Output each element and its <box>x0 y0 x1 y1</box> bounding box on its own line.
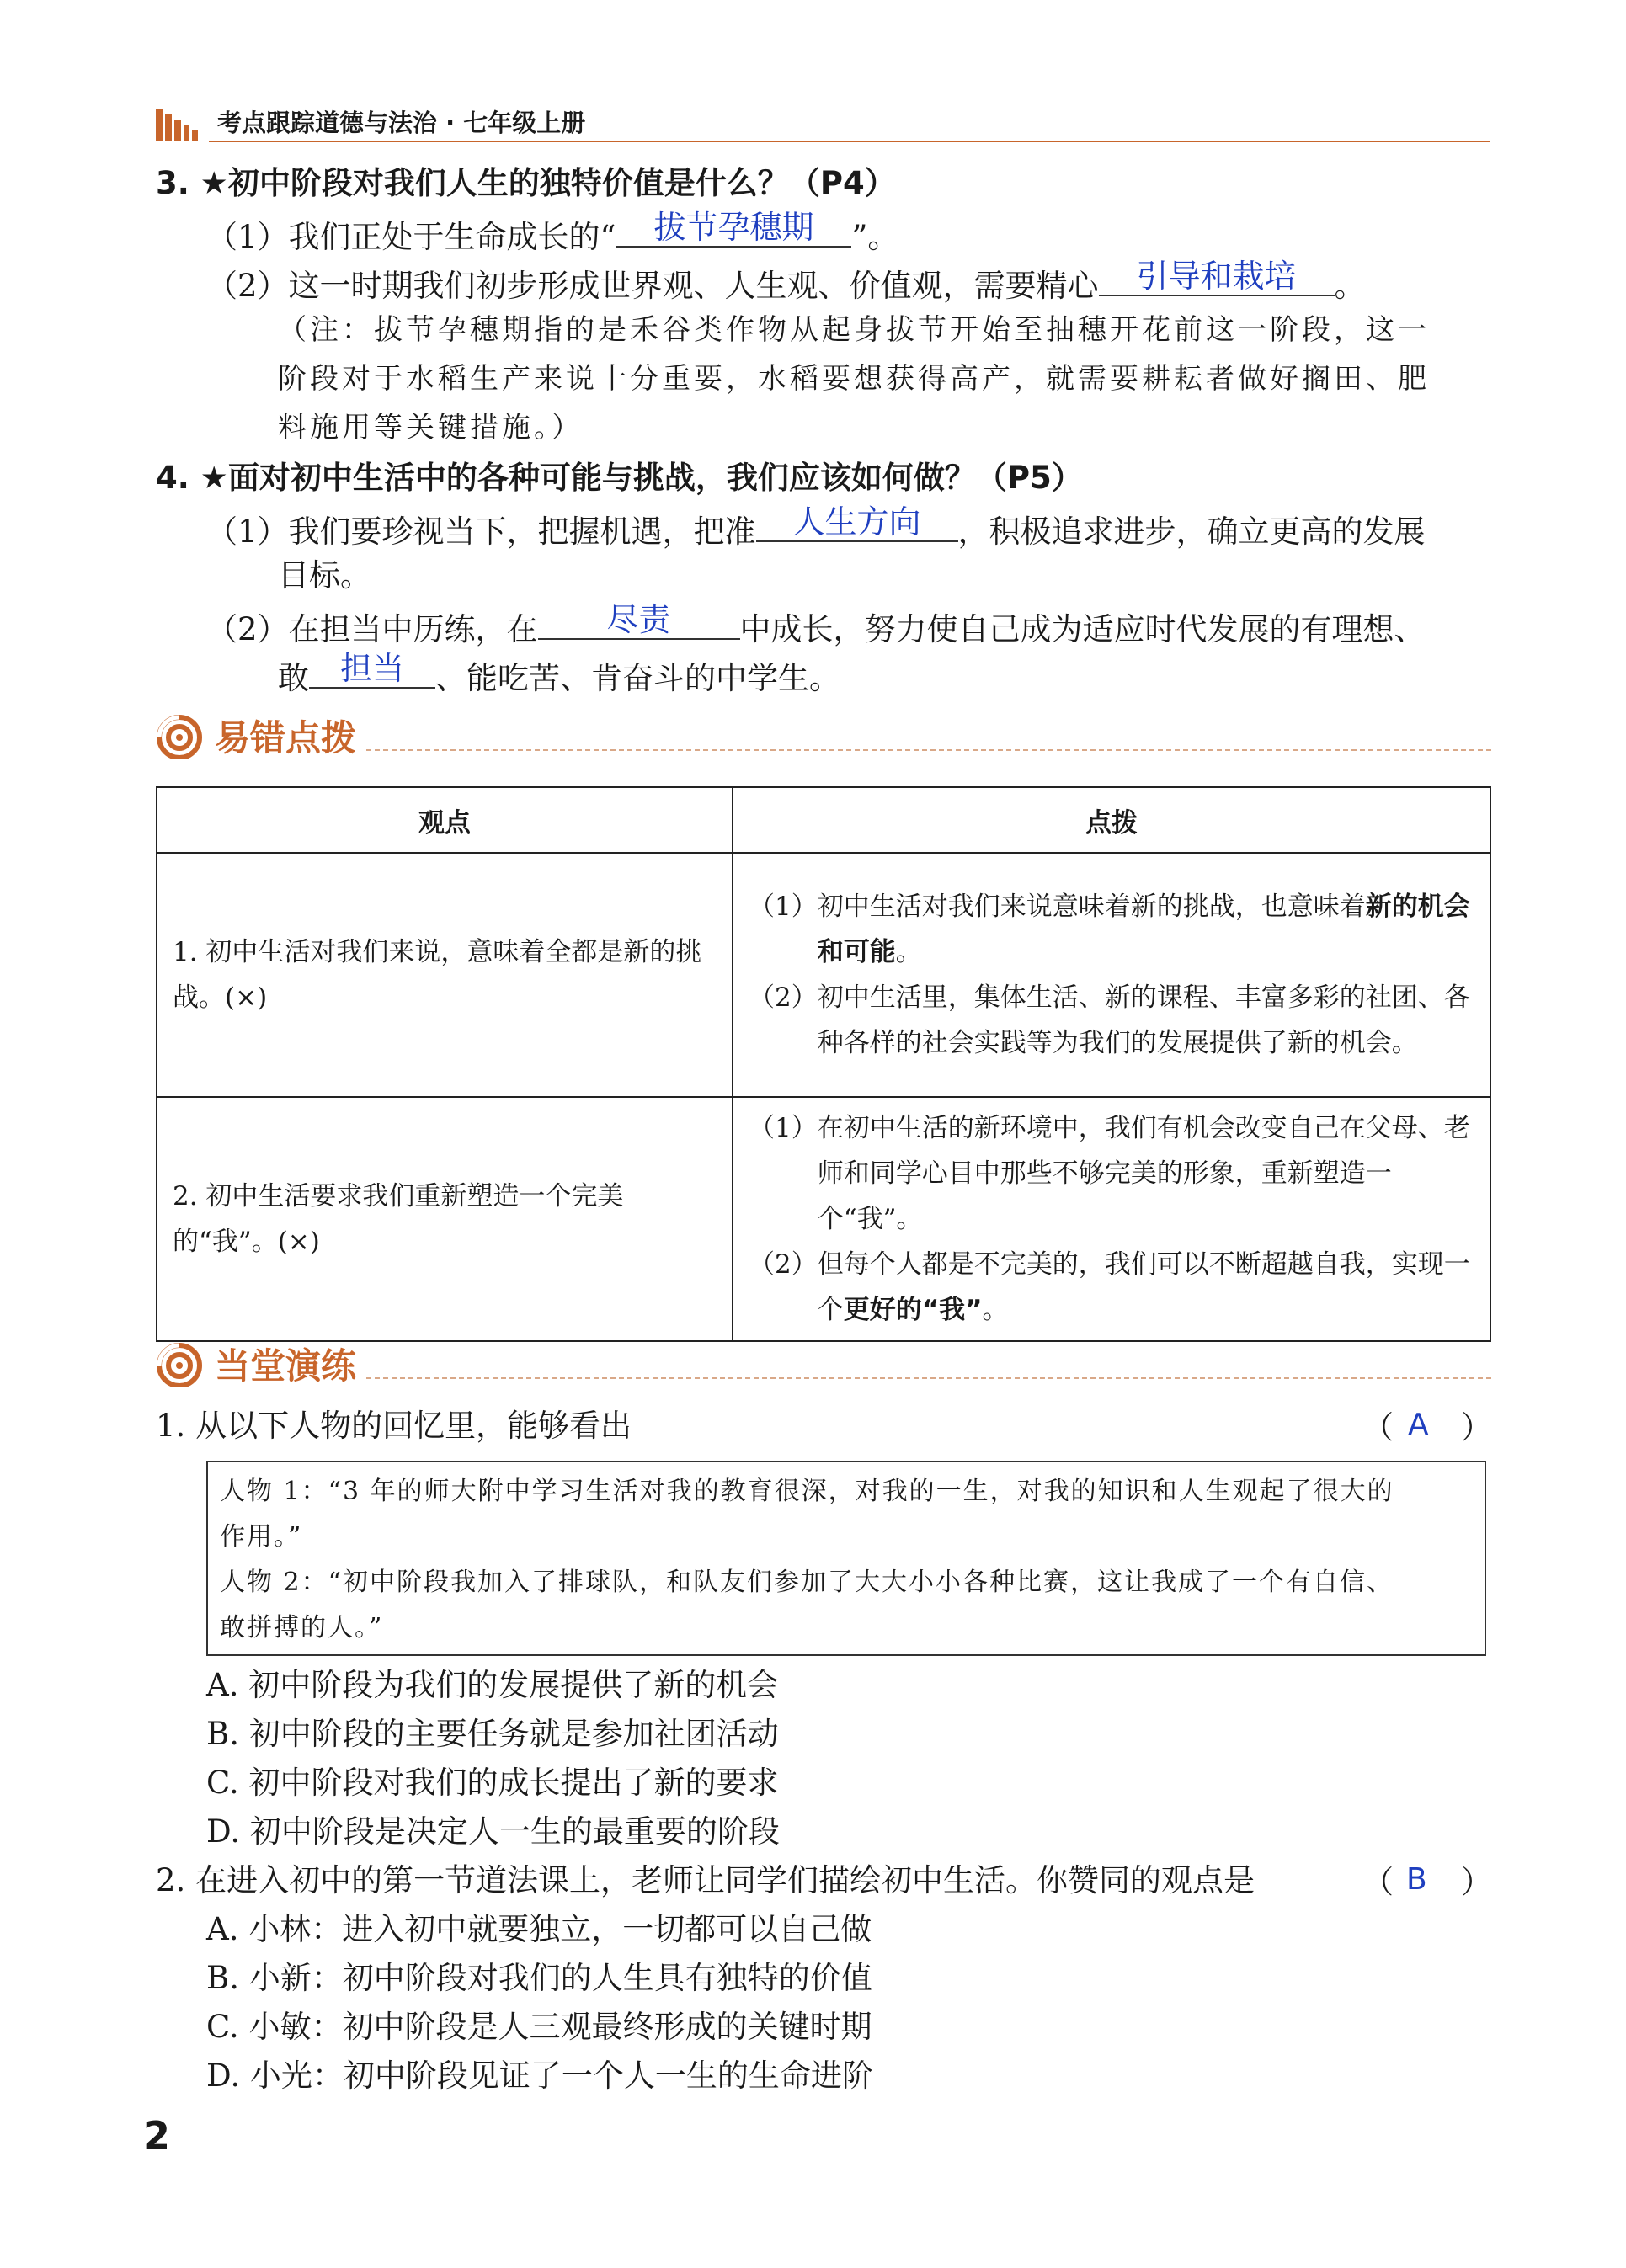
tips-row2-tips <box>733 1097 1490 1341</box>
ex2-option-c: C. 小敏：初中阶段是人三观最终形成的关键时期 <box>206 2009 872 2045</box>
book-bars-icon <box>156 108 200 141</box>
q3-sub2-pre: （2）这一时期我们初步形成世界观、人生观、价值观，需要精心 <box>206 268 1099 304</box>
q3-sub1 <box>206 209 898 261</box>
q4-sub2-post: 中成长，努力使自己成为适应时代发展的有理想、 <box>739 611 1426 647</box>
q3-note-line1: （注：拔节孕穗期指的是禾谷类作物从起身拔节开始至抽穗开花前这一阶段，这一 <box>278 313 1430 347</box>
q4-sub2-cont-pre: 敢 <box>278 660 309 696</box>
q4-title: 4. ★面对初中生活中的各种可能与挑战，我们应该如何做？（P5） <box>156 460 1083 496</box>
ex2-option-a: A. 小林：进入初中就要独立，一切都可以自己做 <box>206 1911 872 1947</box>
q3-sub2-post: 。 <box>1334 268 1366 304</box>
q3-sub2-answer: 引导和栽培 <box>1136 258 1297 295</box>
table-row <box>157 1097 1490 1341</box>
tips-row1-tips <box>733 853 1490 1097</box>
q3-sub1-post: ”。 <box>851 219 899 255</box>
tips-row2-tip2 <box>749 1242 1474 1333</box>
tip-text-tail: 。 <box>982 1295 1009 1325</box>
ex1-option-b: B. 初中阶段的主要任务就是参加社团活动 <box>206 1716 779 1752</box>
q3-note-line3: 料施用等关键措施。） <box>278 411 584 445</box>
ex2-option-d: D. 小光：初中阶段见证了一个人一生的生命进阶 <box>206 2058 873 2094</box>
q4-sub1-post: ，积极追求进步，确立更高的发展 <box>957 514 1426 550</box>
q3-sub1-pre: （1）我们正处于生命成长的“ <box>206 219 616 255</box>
page-number: 2 <box>143 2113 171 2159</box>
q3-sub2-blank <box>1099 258 1335 296</box>
tip-text <box>818 884 1474 975</box>
tips-row2-tip1 <box>749 1105 1474 1242</box>
q3-title: 3. ★初中阶段对我们人生的独特价值是什么？（P4） <box>156 165 896 201</box>
q4-sub1 <box>206 503 1426 556</box>
tip-number: （2） <box>749 982 818 1013</box>
q4-sub2-cont-blank <box>309 650 435 689</box>
tip-text-main: 但每个人都是不完美的，我们可以不断超越自我，实现一个 <box>817 1249 1470 1325</box>
tip-number: （1） <box>749 892 818 922</box>
ex1-option-c: C. 初中阶段对我们的成长提出了新的要求 <box>206 1765 779 1801</box>
tip-number: （2） <box>749 1249 818 1280</box>
ex1-paren-right: ） <box>1461 1409 1492 1445</box>
ex1-quote-line1: 人物 1：“3 年的师大附中学习生活对我的教育很深，对我的一生，对我的知识和人生观起了很大的 <box>220 1477 1394 1506</box>
section-tips-title: 易错点拨 <box>215 717 357 759</box>
q4-sub1-cont: 目标。 <box>278 557 371 594</box>
tip-text-bold: 新的机会和可能 <box>817 892 1470 967</box>
ex2-stem: 2. 在进入初中的第一节道法课上，老师让同学们描绘初中生活。你赞同的观点是 <box>156 1862 1255 1898</box>
ex1-option-d: D. 初中阶段是决定人一生的最重要的阶段 <box>206 1813 780 1850</box>
tips-row1-tip1 <box>749 884 1474 975</box>
q4-sub1-blank <box>756 503 958 542</box>
section-tips-dashes <box>366 749 1491 751</box>
tip-text-bold: 更好的“我” <box>843 1295 983 1325</box>
ex2-answer: B <box>1406 1862 1427 1897</box>
tips-table-header-row <box>157 787 1490 853</box>
q4-sub1-answer: 人生方向 <box>792 503 921 540</box>
header-rule <box>209 141 1490 142</box>
ex1-quote-line2: 作用。” <box>220 1522 303 1552</box>
ex1-answer: A <box>1408 1408 1429 1442</box>
q4-sub2-cont-answer: 担当 <box>339 650 404 687</box>
tip-text: 在初中生活的新环境中，我们有机会改变自己在父母、老师和同学心目中那些不够完美的形象，重新塑造一个“我”。 <box>817 1113 1470 1234</box>
section-practice-title: 当堂演练 <box>215 1345 357 1387</box>
section-practice-heading <box>156 1337 1491 1387</box>
ex1-quote-line3: 人物 2：“初中阶段我加入了排球队，和队友们参加了大大小小各种比赛，这让我成了一个有自信、 <box>220 1568 1394 1597</box>
q4-sub1-pre: （1）我们要珍视当下，把握机遇，把准 <box>206 514 756 550</box>
tips-row1-view: 1. 初中生活对我们来说，意味着全都是新的挑战。(×) <box>157 853 733 1097</box>
q3-sub1-answer: 拔节孕穗期 <box>653 209 814 246</box>
tips-header-view: 观点 <box>157 787 733 853</box>
q4-sub2-cont-post: 、能吃苦、肯奋斗的中学生。 <box>435 660 840 696</box>
section-tips-heading <box>156 709 1491 759</box>
ex2-paren-left: （ <box>1362 1864 1394 1900</box>
section-practice-dashes <box>366 1377 1491 1379</box>
ex2-paren-right: ） <box>1461 1864 1492 1900</box>
q4-sub2-cont <box>278 650 840 702</box>
ex1-quote-box <box>206 1461 1486 1656</box>
header-title: 考点跟踪道德与法治 · 七年级上册 <box>217 109 586 137</box>
target-icon <box>156 712 203 759</box>
ex1-option-a: A. 初中阶段为我们的发展提供了新的机会 <box>206 1667 779 1703</box>
tip-text-tail: 。 <box>895 937 922 967</box>
q3-sub2 <box>206 258 1366 310</box>
table-row <box>157 853 1490 1097</box>
target-icon <box>156 1340 203 1387</box>
q3-note-line2: 阶段对于水稻生产来说十分重要，水稻要想获得高产，就需要耕耘者做好搁田、肥 <box>278 362 1430 396</box>
tips-header-tip: 点拨 <box>733 787 1490 853</box>
q3-sub1-blank <box>616 209 851 248</box>
q4-sub2-answer: 尽责 <box>606 601 671 638</box>
tips-row1-tip2 <box>749 975 1474 1066</box>
q4-sub2-pre: （2）在担当中历练，在 <box>206 611 538 647</box>
tip-text <box>818 1242 1474 1333</box>
ex1-stem: 1. 从以下人物的回忆里，能够看出 <box>156 1408 632 1444</box>
tip-text-main: 初中生活对我们来说意味着新的挑战，也意味着 <box>817 892 1366 922</box>
ex1-paren-left: （ <box>1362 1409 1394 1445</box>
tips-row2-view: 2. 初中生活要求我们重新塑造一个完美的“我”。(×) <box>157 1097 733 1341</box>
tip-text: 初中生活里，集体生活、新的课程、丰富多彩的社团、各种各样的社会实践等为我们的发展提供了新的机会。 <box>817 982 1470 1058</box>
tips-table <box>156 786 1491 1342</box>
ex2-option-b: B. 小新：初中阶段对我们的人生具有独特的价值 <box>206 1960 872 1996</box>
ex1-quote-line4: 敢拼搏的人。” <box>220 1613 384 1642</box>
tip-number: （1） <box>749 1113 818 1143</box>
q4-sub2-blank <box>538 601 740 640</box>
